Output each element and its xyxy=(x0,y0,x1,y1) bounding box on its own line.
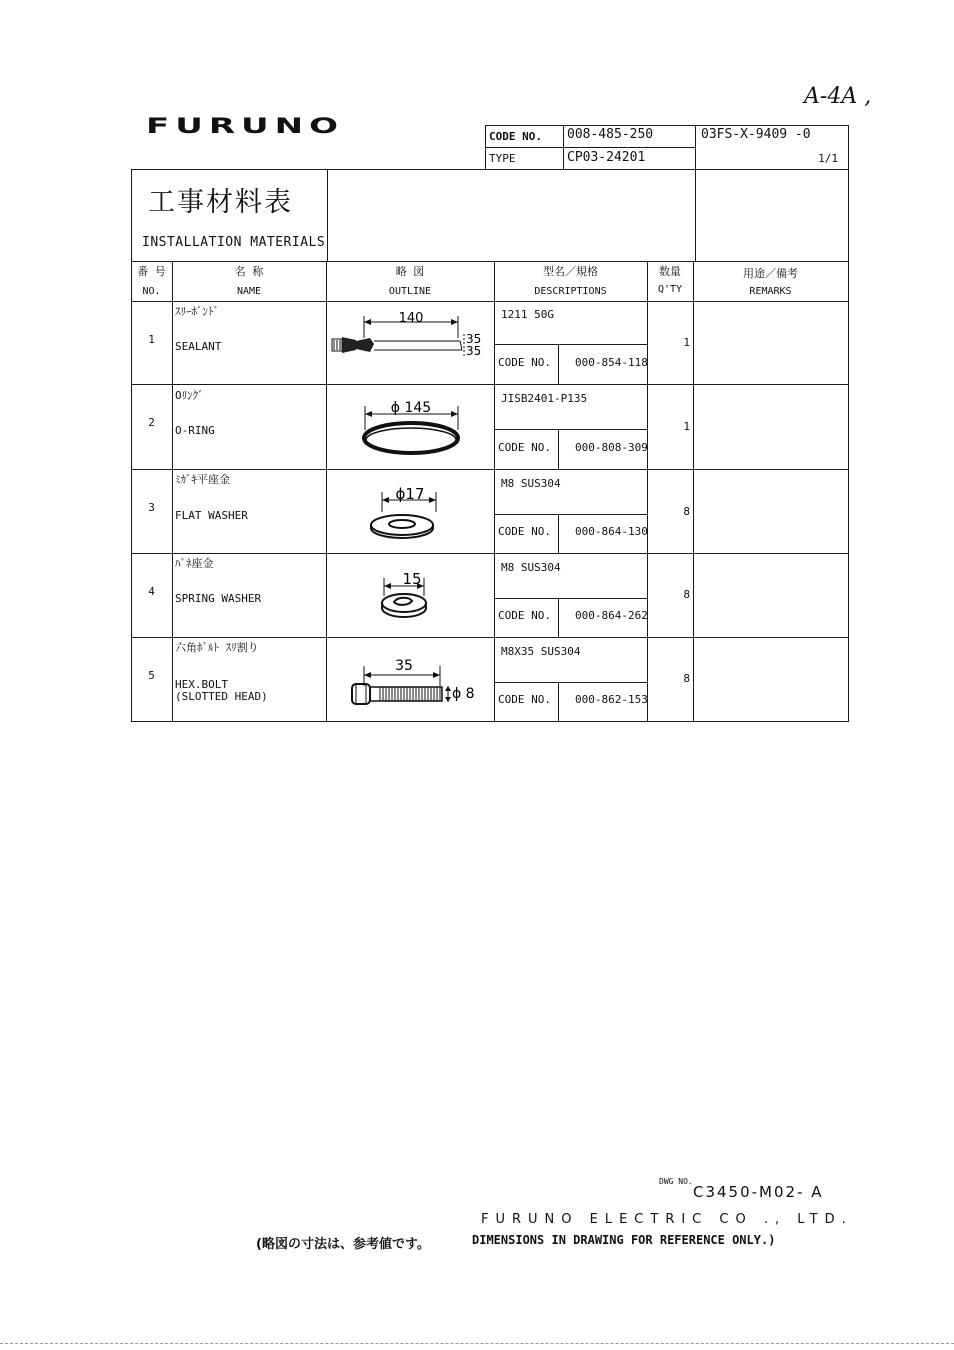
scan-edge xyxy=(0,1343,954,1344)
doc-number: 03FS-X-9409 -0 xyxy=(701,127,811,142)
item-code-label: CODE NO. xyxy=(498,609,551,622)
handwritten-reference: A-4A , xyxy=(804,84,872,109)
item-name-en: FLAT WASHER xyxy=(175,509,248,522)
item-no: 5 xyxy=(148,669,155,682)
item-qty: 8 xyxy=(683,588,690,601)
item-no: 2 xyxy=(148,416,155,429)
item-no: 1 xyxy=(148,333,155,346)
o-ring-drawing xyxy=(328,388,493,468)
item-name-en: SPRING WASHER xyxy=(175,592,262,605)
item-code: 000-808-309 xyxy=(575,441,648,454)
item-name-jp: ﾊﾞﾈ座金 xyxy=(175,557,214,570)
item-code-label: CODE NO. xyxy=(498,356,551,369)
sealant-tube-drawing xyxy=(328,304,493,382)
dim-diameter: ϕ 8 xyxy=(452,686,475,702)
dwg-no-label: DWG NO. xyxy=(659,1177,693,1186)
item-desc: M8X35 SUS304 xyxy=(501,645,581,658)
item-name-en-2: (SLOTTED HEAD) xyxy=(175,690,268,703)
col-qty-jp: 数量 xyxy=(659,265,681,278)
item-name-jp: ｽﾘｰﾎﾞﾝﾄﾞ xyxy=(175,305,219,318)
flat-washer-drawing xyxy=(328,472,493,552)
col-name-jp: 名 称 xyxy=(234,265,264,278)
item-name-en: SEALANT xyxy=(175,340,222,353)
dim-diameter: ϕ 145 xyxy=(390,400,432,416)
title-en: INSTALLATION MATERIALS xyxy=(142,235,326,250)
title-jp: 工事材料表 xyxy=(148,187,293,218)
code-no-value: 008-485-250 xyxy=(567,127,654,142)
dim-diameter: ϕ17 xyxy=(395,485,425,503)
item-name-en: O-RING xyxy=(175,424,215,437)
item-name-jp: Oﾘﾝｸﾞ xyxy=(175,389,204,402)
item-code-label: CODE NO. xyxy=(498,441,551,454)
col-no-en: NO. xyxy=(142,286,161,297)
item-desc: M8 SUS304 xyxy=(501,477,561,490)
item-code: 000-854-118 xyxy=(575,356,648,369)
col-outline-en: OUTLINE xyxy=(388,286,432,297)
item-name-jp: 六角ﾎﾞﾙﾄ ｽﾘ割り xyxy=(175,641,259,654)
spring-washer-drawing xyxy=(328,556,493,636)
code-no-label: CODE NO. xyxy=(489,130,542,143)
dim-height-2: 35 xyxy=(466,344,482,358)
col-desc-en: DESCRIPTIONS xyxy=(534,286,607,297)
col-outline-jp: 略 図 xyxy=(395,265,425,278)
item-qty: 1 xyxy=(683,420,690,433)
item-code-label: CODE NO. xyxy=(498,693,551,706)
item-qty: 8 xyxy=(683,505,690,518)
drawing-number: C3450-M02- A xyxy=(693,1183,824,1201)
col-remarks-jp: 用途／備考 xyxy=(743,267,798,280)
furuno-logo: FURUNO xyxy=(146,114,344,139)
item-code-label: CODE NO. xyxy=(498,525,551,538)
item-code: 000-864-262 xyxy=(575,609,648,622)
col-no-jp: 番 号 xyxy=(137,265,166,278)
item-desc: M8 SUS304 xyxy=(501,561,561,574)
item-name-jp: ﾐｶﾞｷ平座金 xyxy=(175,473,230,486)
item-qty: 1 xyxy=(683,336,690,349)
dim-height-1: 35 xyxy=(466,332,482,346)
reference-note-jp: (略図の寸法は、参考値です。 xyxy=(256,1237,430,1252)
item-no: 3 xyxy=(148,501,155,514)
hex-bolt-drawing xyxy=(328,640,493,720)
company-name: FURUNO ELECTRIC CO ., LTD. xyxy=(481,1212,853,1227)
col-name-en: NAME xyxy=(236,286,262,297)
item-qty: 8 xyxy=(683,672,690,685)
item-desc: 1211 50G xyxy=(501,308,554,321)
item-desc: JISB2401-P135 xyxy=(501,392,588,405)
col-remarks-en: REMARKS xyxy=(749,286,792,297)
reference-note-en: DIMENSIONS IN DRAWING FOR REFERENCE ONLY.) xyxy=(472,1233,776,1247)
page-number: 1/1 xyxy=(818,152,838,165)
col-qty-en: Q'TY xyxy=(657,284,683,295)
dim-length: 140 xyxy=(398,311,424,326)
item-code: 000-864-130 xyxy=(575,525,648,538)
dim-length: 35 xyxy=(395,658,413,674)
col-desc-jp: 型名／規格 xyxy=(543,265,598,278)
item-name-en: HEX.BOLT xyxy=(175,678,228,691)
type-label: TYPE xyxy=(489,152,516,165)
item-no: 4 xyxy=(148,585,155,598)
type-value: CP03-24201 xyxy=(567,150,646,165)
dim-width: 15 xyxy=(402,570,422,588)
item-code: 000-862-153 xyxy=(575,693,648,706)
